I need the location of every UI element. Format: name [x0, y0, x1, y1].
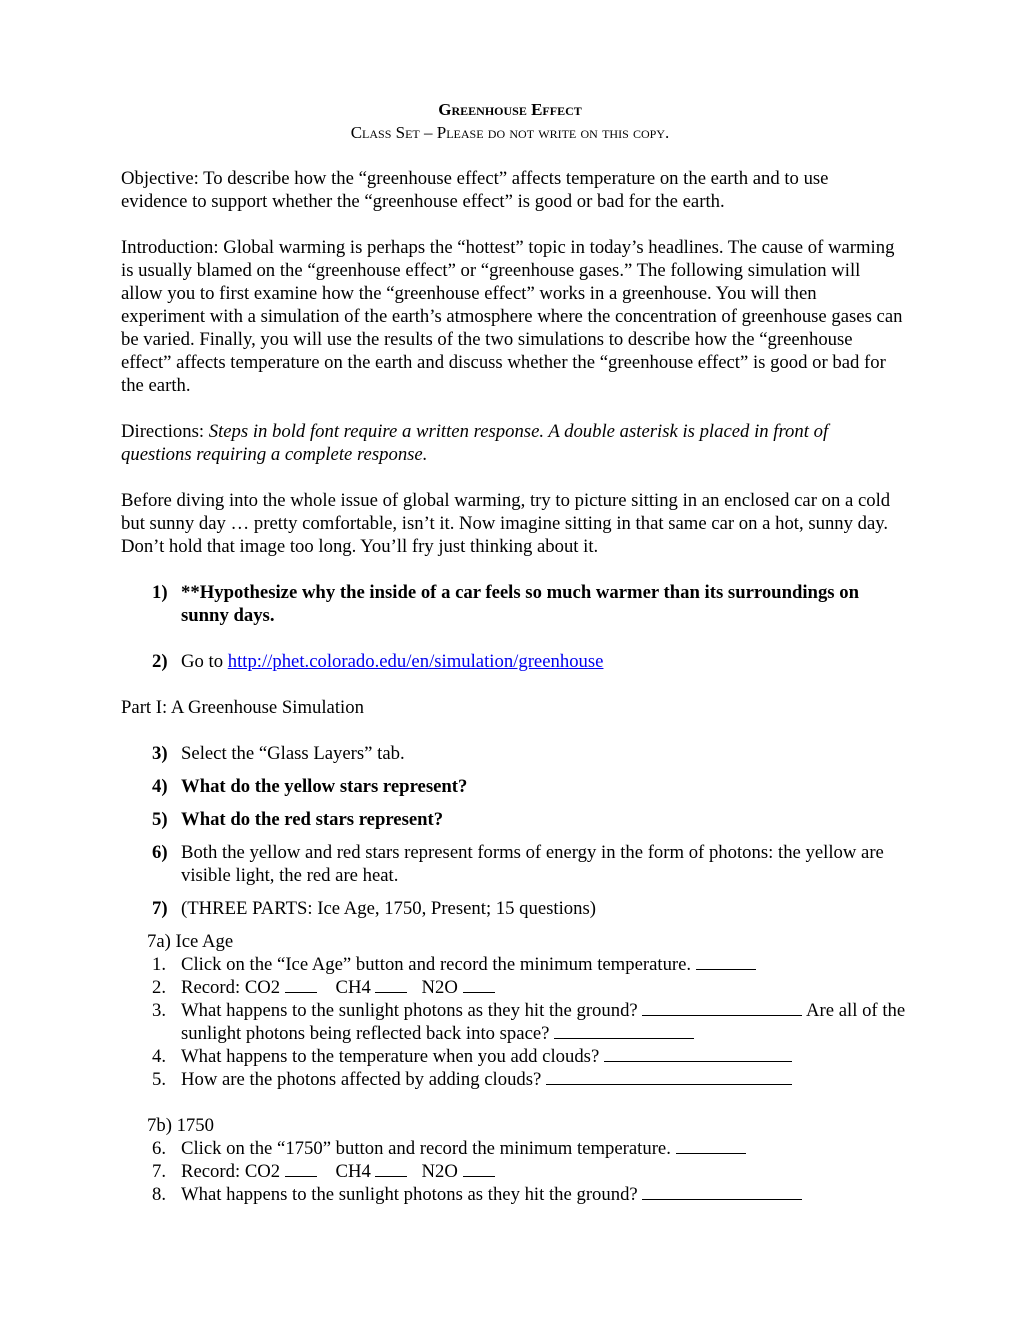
step-text: Go to: [181, 651, 228, 672]
co2-blank: [285, 1161, 317, 1177]
step-6-continued: [0, 864, 1020, 887]
question-8: [0, 1183, 1020, 1206]
question-1: [0, 953, 1020, 976]
step-2: [0, 650, 1020, 673]
question-number: 5.: [152, 1069, 167, 1090]
step-text: **Hypothesize why the inside of a car feels so much warmer than its surroundings on: [181, 582, 859, 603]
objective-line: evidence to support whether the “greenhouse effect” is good or bad for the earth.: [121, 191, 725, 212]
question-6: [0, 1137, 1020, 1160]
directions-paragraph: [121, 420, 971, 466]
answer-blank: [676, 1138, 746, 1154]
question-number: 6.: [152, 1138, 167, 1159]
step-number: 7): [152, 898, 168, 919]
question-2: [0, 976, 1020, 999]
page-title: Greenhouse Effect: [438, 100, 582, 119]
step-text: What do the red stars represent?: [181, 809, 444, 830]
step-1-continued: [0, 604, 1020, 627]
question-number: 4.: [152, 1046, 167, 1067]
question-7: [0, 1160, 1020, 1183]
ch4-blank: [375, 1161, 407, 1177]
step-number: 2): [152, 651, 168, 672]
introduction-line: the earth.: [121, 375, 191, 396]
step-text: What do the yellow stars represent?: [181, 776, 468, 797]
n2o-blank: [463, 1161, 495, 1177]
scenario-line: but sunny day … pretty comfortable, isn’t it. Now imagine sitting in that same car on a hot, sunny day.: [121, 513, 889, 534]
step-number: 6): [152, 842, 168, 863]
objective-line: Objective: To describe how the “greenhouse effect” affects temperature on the earth and to use: [121, 168, 829, 189]
step-1: [0, 581, 1020, 604]
question-text: What happens to the sunlight photons as they hit the ground?: [181, 1184, 643, 1205]
step-number: 4): [152, 776, 168, 797]
answer-blank: [642, 1184, 802, 1200]
scenario-paragraph: [121, 489, 971, 558]
answer-blank: [696, 954, 756, 970]
question-text: What happens to the sunlight photons as they hit the ground?: [181, 1000, 643, 1021]
n2o-label: N2O: [421, 977, 463, 998]
co2-label: Record: CO2: [181, 1161, 285, 1182]
question-text: Click on the “Ice Age” button and record the minimum temperature.: [181, 954, 696, 975]
question-text: sunlight photons being reflected back into space?: [181, 1023, 555, 1044]
step-text: sunny days.: [181, 605, 275, 626]
step-text: visible light, the red are heat.: [181, 865, 399, 886]
step-text: Both the yellow and red stars represent forms of energy in the form of photons: the yellow are: [181, 842, 884, 863]
question-3-continued: [0, 1022, 1020, 1045]
introduction-line: experiment with a simulation of the earth’s atmosphere where the concentration of greenhouse gases can: [121, 306, 903, 327]
ch4-label: CH4: [335, 1161, 376, 1182]
question-number: 2.: [152, 977, 167, 998]
part-7b-heading: 7b) 1750: [147, 1115, 214, 1136]
question-text: Are all of the: [802, 1000, 906, 1021]
step-number: 5): [152, 809, 168, 830]
n2o-blank: [463, 977, 495, 993]
question-3: [0, 999, 1020, 1022]
question-number: 1.: [152, 954, 167, 975]
directions-label: Directions:: [121, 421, 209, 442]
co2-label: Record: CO2: [181, 977, 285, 998]
step-6: [0, 841, 1020, 864]
directions-text: Steps in bold font require a written response. A double asterisk is placed in front of: [208, 421, 829, 442]
co2-blank: [285, 977, 317, 993]
step-number: 3): [152, 743, 168, 764]
introduction-line: be varied. Finally, you will use the results of the two simulations to describe how the “greenhouse: [121, 329, 853, 350]
answer-blank: [642, 1000, 802, 1016]
question-text: Click on the “1750” button and record the minimum temperature.: [181, 1138, 676, 1159]
ch4-blank: [375, 977, 407, 993]
question-number: 3.: [152, 1000, 167, 1021]
step-3: [0, 742, 1020, 765]
question-text: What happens to the temperature when you add clouds?: [181, 1046, 604, 1067]
answer-blank: [604, 1046, 792, 1062]
answer-blank: [554, 1023, 694, 1039]
step-5: [0, 808, 1020, 831]
n2o-label: N2O: [421, 1161, 463, 1182]
question-4: [0, 1045, 1020, 1068]
introduction-line: Introduction: Global warming is perhaps the “hottest” topic in today’s headlines. The cause of warming: [121, 237, 895, 258]
step-7: [0, 897, 1020, 920]
answer-blank: [546, 1069, 792, 1085]
question-5: [0, 1068, 1020, 1091]
introduction-line: effect” affects temperature on the earth and discuss whether the “greenhouse effect” is good or bad for: [121, 352, 886, 373]
ch4-label: CH4: [335, 977, 376, 998]
objective-paragraph: [121, 167, 971, 213]
step-4: [0, 775, 1020, 798]
question-number: 7.: [152, 1161, 167, 1182]
step-number: 1): [152, 582, 168, 603]
phet-simulation-link[interactable]: http://phet.colorado.edu/en/simulation/greenhouse: [227, 651, 604, 672]
part-7a-heading: 7a) Ice Age: [147, 931, 234, 952]
introduction-line: allow you to first examine how the “greenhouse effect” works in a greenhouse. You will then: [121, 283, 817, 304]
introduction-paragraph: [121, 236, 971, 397]
step-text: Select the “Glass Layers” tab.: [181, 743, 405, 764]
scenario-line: Before diving into the whole issue of global warming, try to picture sitting in an enclosed car on a cold: [121, 490, 891, 511]
question-number: 8.: [152, 1184, 167, 1205]
step-text: (THREE PARTS: Ice Age, 1750, Present; 15 questions): [181, 898, 596, 919]
part-1-heading: Part I: A Greenhouse Simulation: [121, 697, 364, 718]
directions-text: questions requiring a complete response.: [121, 444, 428, 465]
page-subtitle: Class Set – Please do not write on this copy.: [350, 123, 670, 142]
scenario-line: Don’t hold that image too long. You’ll fry just thinking about it.: [121, 536, 599, 557]
introduction-line: is usually blamed on the “greenhouse effect” or “greenhouse gases.” The following simulation will: [121, 260, 861, 281]
question-text: How are the photons affected by adding clouds?: [181, 1069, 546, 1090]
